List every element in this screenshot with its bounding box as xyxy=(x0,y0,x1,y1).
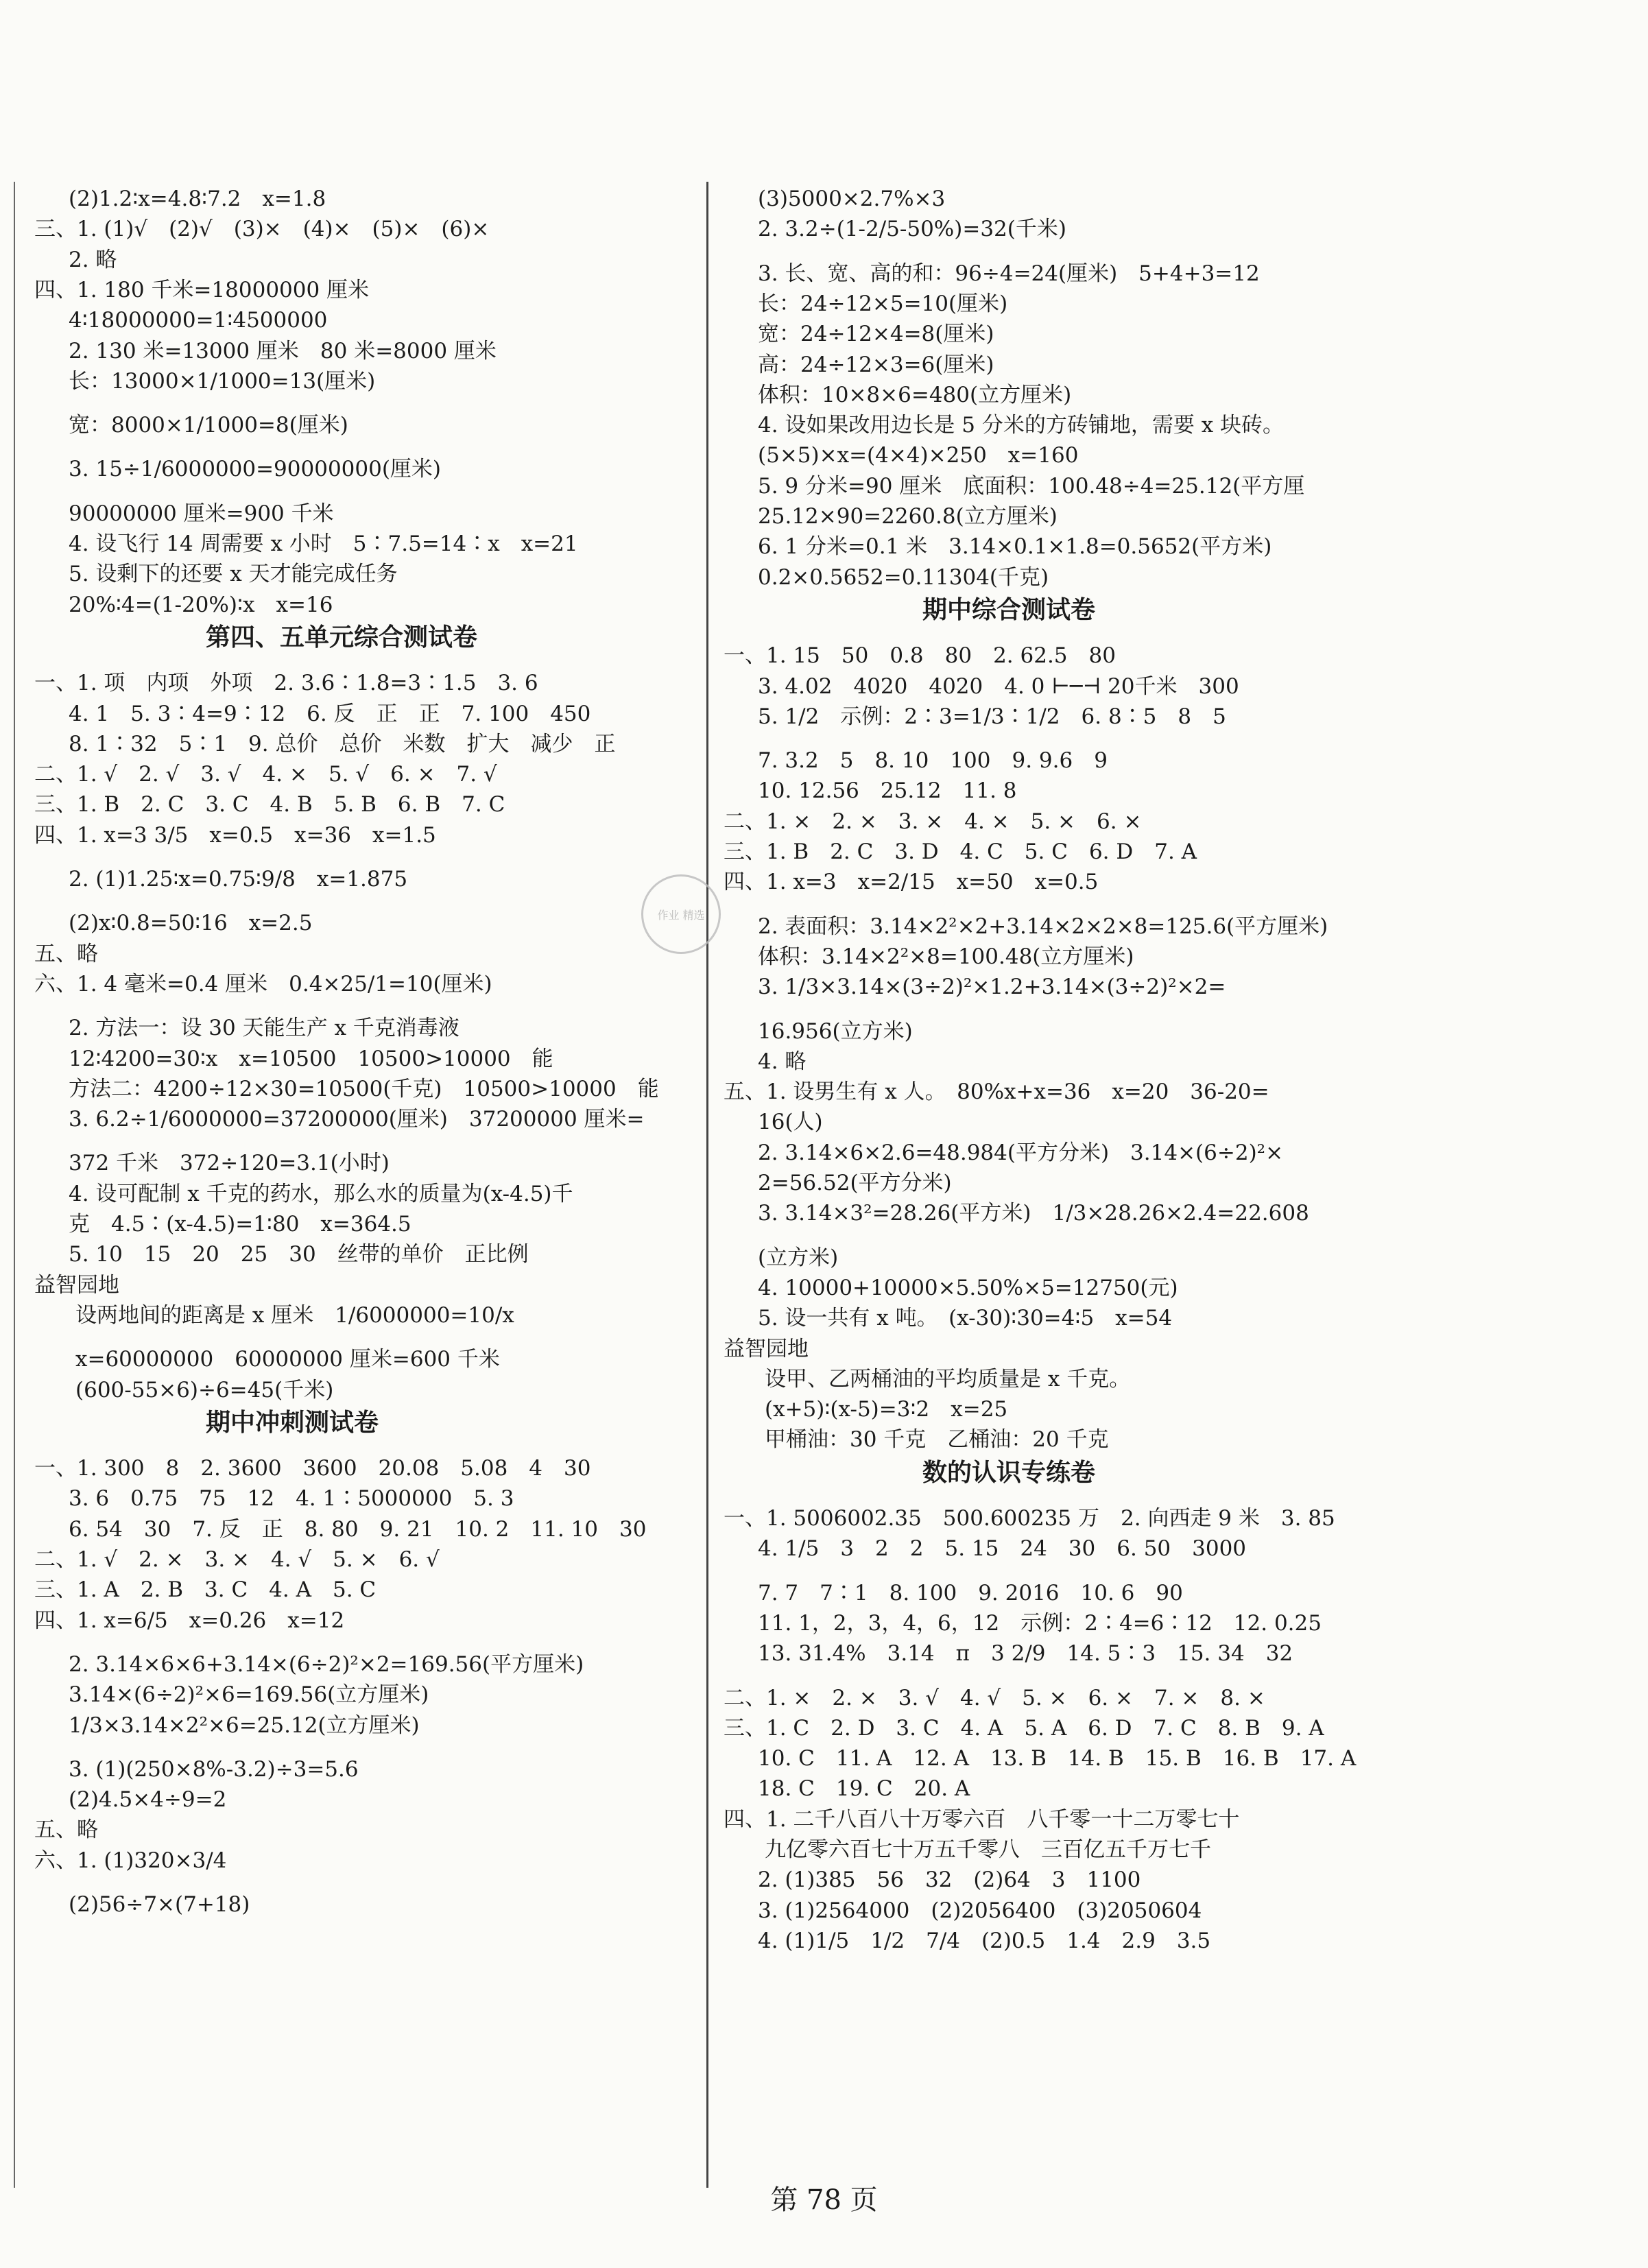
answer-line: 二、1. √ 2. × 3. × 4. √ 5. × 6. √ xyxy=(34,1547,440,1572)
answer-line: 九亿零六百七十万五千零八 三百亿五千万七千 xyxy=(765,1837,1211,1862)
answer-line: 3. 15÷1/6000000=90000000(厘米) xyxy=(69,457,442,482)
answer-line: 2. (1)385 56 32 (2)64 3 1100 xyxy=(758,1867,1141,1893)
answer-line: 五、1. 设男生有 x 人。 80%x+x=36 x=20 36-20= xyxy=(724,1079,1269,1105)
answer-line: 二、1. × 2. × 3. √ 4. √ 5. × 6. × 7. × 8. × xyxy=(724,1685,1265,1710)
answer-line: 4. 略 xyxy=(758,1049,807,1074)
answer-line: 2. 略 xyxy=(69,247,117,272)
answer-line: 12∶4200=30∶x x=10500 10500>10000 能 xyxy=(69,1046,553,1071)
answer-line: 372 千米 372÷120=3.1(小时) xyxy=(69,1151,390,1176)
page-number: 第 78 页 xyxy=(770,2184,878,2216)
answer-line: 二、1. × 2. × 3. × 4. × 5. × 6. × xyxy=(724,809,1142,834)
answer-line: 体积：10×8×6=480(立方厘米) xyxy=(758,382,1072,407)
answer-line: 3.14×(6÷2)²×6=169.56(立方厘米) xyxy=(69,1682,429,1708)
left-margin-rule xyxy=(14,182,15,2188)
answer-line: 3. (1)2564000 (2)2056400 (3)2050604 xyxy=(758,1898,1202,1923)
answer-line: 一、1. 15 50 0.8 80 2. 62.5 80 xyxy=(724,643,1116,669)
answer-line: 90000000 厘米=900 千米 xyxy=(69,501,334,526)
answer-line: 13. 31.4% 3.14 π 3 2/9 14. 5∶3 15. 34 32 xyxy=(758,1641,1293,1667)
answer-line: 4. 1 5. 3∶4=9∶12 6. 反 正 正 7. 100 450 xyxy=(69,701,591,726)
answer-line: 11. 1，2，3，4，6，12 示例：2∶4=6∶12 12. 0.25 xyxy=(758,1610,1322,1636)
answer-line: 3. 6.2÷1/6000000=37200000(厘米) 37200000 厘米= xyxy=(69,1107,645,1132)
answer-line: (2)56÷7×(7+18) xyxy=(69,1892,250,1917)
answer-line: 三、1. C 2. D 3. C 4. A 5. A 6. D 7. C 8. B 9. A xyxy=(724,1715,1324,1741)
answer-line: 四、1. 二千八百八十万零六百 八千零一十二万零七十 xyxy=(724,1806,1240,1832)
answer-line: 高：24÷12×3=6(厘米) xyxy=(758,352,994,377)
answer-line: 一、1. 300 8 2. 3600 3600 20.08 5.08 4 30 xyxy=(34,1456,591,1481)
answer-line: 4∶18000000=1∶4500000 xyxy=(69,308,328,333)
answer-line: 8. 1∶32 5∶1 9. 总价 总价 米数 扩大 减少 正 xyxy=(69,731,616,756)
answer-line: (立方米) xyxy=(758,1245,839,1270)
answer-line: 25.12×90=2260.8(立方厘米) xyxy=(758,504,1058,529)
answer-line: 4. 设如果改用边长是 5 分米的方砖铺地，需要 x 块砖。 xyxy=(758,413,1285,438)
answer-line: 长：13000×1/1000=13(厘米) xyxy=(69,368,376,394)
section-title: 数的认识专练卷 xyxy=(922,1458,1096,1487)
answer-line: 长：24÷12×5=10(厘米) xyxy=(758,291,1008,316)
answer-line: 6. 54 30 7. 反 正 8. 80 9. 21 10. 2 11. 10 30 xyxy=(69,1516,647,1542)
answer-line: 2. (1)1.25∶x=0.75∶9/8 x=1.875 xyxy=(69,867,408,892)
answer-line: 4. 1/5 3 2 2 5. 15 24 30 6. 50 3000 xyxy=(758,1536,1247,1562)
answer-line: 7. 7 7∶1 8. 100 9. 2016 10. 6 90 xyxy=(758,1580,1183,1605)
section-title: 期中综合测试卷 xyxy=(922,595,1096,624)
answer-line: 4. 设飞行 14 周需要 x 小时 5∶7.5=14∶x x=21 xyxy=(69,532,578,556)
answer-line: 2. 130 米=13000 厘米 80 米=8000 厘米 xyxy=(69,338,497,363)
answer-line: 3. 4.02 4020 4020 4. 0 ⊢─⊣ 20千米 300 xyxy=(758,673,1239,699)
answer-line: 16.956(立方米) xyxy=(758,1018,913,1044)
answer-line: 10. C 11. A 12. A 13. B 14. B 15. B 16. B 17. A xyxy=(758,1746,1357,1771)
answer-line: 宽：24÷12×4=8(厘米) xyxy=(758,322,994,347)
answer-line: (3)5000×2.7%×3 xyxy=(758,187,946,211)
answer-line: 甲桶油：30 千克 乙桶油：20 千克 xyxy=(765,1427,1109,1453)
answer-line: 5. 设剩下的还要 x 天才能完成任务 xyxy=(69,562,398,587)
answer-line: 2. 表面积：3.14×2²×2+3.14×2×2×8=125.6(平方厘米) xyxy=(758,914,1328,939)
answer-line: 体积：3.14×2²×8=100.48(立方厘米) xyxy=(758,944,1134,969)
answer-line: 5. 1/2 示例：2∶3=1/3∶1/2 6. 8∶5 8 5 xyxy=(758,704,1226,729)
answer-line: 2. 3.14×6×6+3.14×(6÷2)²×2=169.56(平方厘米) xyxy=(69,1651,584,1677)
answer-line: 四、1. x=6/5 x=0.26 x=12 xyxy=(34,1608,345,1633)
answer-line: 3. 6 0.75 75 12 4. 1∶5000000 5. 3 xyxy=(69,1486,514,1512)
answer-line: 三、1. A 2. B 3. C 4. A 5. C xyxy=(34,1577,377,1603)
answer-line: 六、1. (1)320×3/4 xyxy=(34,1848,227,1873)
answer-line: (2)4.5×4÷9=2 xyxy=(69,1787,227,1813)
section-title: 第四、五单元综合测试卷 xyxy=(206,623,478,652)
answer-line: 20%∶4=(1-20%)∶x x=16 xyxy=(69,592,333,617)
section-title: 期中冲刺测试卷 xyxy=(206,1408,379,1437)
answer-line: 克 4.5∶(x-4.5)=1∶80 x=364.5 xyxy=(69,1212,411,1237)
answer-line: 设甲、乙两桶油的平均质量是 x 千克。 xyxy=(765,1366,1131,1392)
answer-line: 3. 3.14×3²=28.26(平方米) 1/3×28.26×2.4=22.608 xyxy=(758,1201,1309,1226)
answer-line: 三、1. (1)√ (2)√ (3)× (4)× (5)× (6)× xyxy=(34,217,490,242)
answer-line: 三、1. B 2. C 3. C 4. B 5. B 6. B 7. C xyxy=(34,792,505,817)
answer-line: 16(人) xyxy=(758,1110,823,1135)
answer-line: (x+5)∶(x-5)=3∶2 x=25 xyxy=(765,1397,1008,1422)
answer-line: 5. 10 15 20 25 30 丝带的单价 正比例 xyxy=(69,1242,529,1267)
answer-line: 4. 设可配制 x 千克的药水，那么水的质量为(x-4.5)千 xyxy=(69,1181,573,1206)
answer-line: 1/3×3.14×2²×6=25.12(立方厘米) xyxy=(69,1712,420,1738)
answer-line: (2)1.2∶x=4.8∶7.2 x=1.8 xyxy=(69,187,326,211)
answer-line: 二、1. √ 2. √ 3. √ 4. × 5. √ 6. × 7. √ xyxy=(34,762,497,787)
answer-line: 2=56.52(平方分米) xyxy=(758,1171,952,1195)
answer-line: 五、略 xyxy=(34,941,98,966)
answer-line: 一、1. 5006002.35 500.600235 万 2. 向西走 9 米 3. 85 xyxy=(724,1506,1335,1531)
answer-line: 四、1. x=3 3/5 x=0.5 x=36 x=1.5 xyxy=(34,822,436,848)
answer-line: 5. 设一共有 x 吨。 (x-30)∶30=4∶5 x=54 xyxy=(758,1306,1173,1331)
answer-line: 2. 3.14×6×2.6=48.984(平方分米) 3.14×(6÷2)²× xyxy=(758,1140,1284,1165)
answer-line: 3. 1/3×3.14×(3÷2)²×1.2+3.14×(3÷2)²×2= xyxy=(758,975,1226,1000)
answer-line: (600-55×6)÷6=45(千米) xyxy=(75,1377,334,1402)
answer-line: 益智园地 xyxy=(724,1336,809,1361)
answer-line: 三、1. B 2. C 3. D 4. C 5. C 6. D 7. A xyxy=(724,839,1197,864)
answer-line: 六、1. 4 毫米=0.4 厘米 0.4×25/1=10(厘米) xyxy=(34,971,492,996)
answer-line: 7. 3.2 5 8. 10 100 9. 9.6 9 xyxy=(758,748,1108,774)
answer-line: 五、略 xyxy=(34,1817,98,1843)
answer-line: x=60000000 60000000 厘米=600 千米 xyxy=(75,1347,500,1372)
answer-line: (5×5)×x=(4×4)×250 x=160 xyxy=(758,443,1079,468)
answer-line: 宽：8000×1/1000=8(厘米) xyxy=(69,413,348,438)
answer-line: 10. 12.56 25.12 11. 8 xyxy=(758,778,1017,804)
answer-line: 0.2×0.5652=0.11304(千克) xyxy=(758,564,1049,590)
answer-line: 2. 方法一：设 30 天能生产 x 千克消毒液 xyxy=(69,1016,459,1041)
column-divider xyxy=(706,182,708,2188)
answer-line: 5. 9 分米=90 厘米 底面积：100.48÷4=25.12(平方厘 xyxy=(758,473,1305,499)
answer-line: 4. 10000+10000×5.50%×5=12750(元) xyxy=(758,1275,1178,1300)
answer-line: 18. C 19. C 20. A xyxy=(758,1776,970,1802)
answer-line: 一、1. 项 内项 外项 2. 3.6∶1.8=3∶1.5 3. 6 xyxy=(34,671,538,696)
answer-line: 设两地间的距离是 x 厘米 1/6000000=10/x xyxy=(75,1302,514,1328)
answer-line: 4. (1)1/5 1/2 7/4 (2)0.5 1.4 2.9 3.5 xyxy=(758,1928,1211,1953)
answer-line: 益智园地 xyxy=(34,1272,119,1298)
answer-line: 方法二：4200÷12×30=10500(千克) 10500>10000 能 xyxy=(69,1076,659,1101)
answer-line: (2)x∶0.8=50∶16 x=2.5 xyxy=(69,911,313,936)
answer-line: 2. 3.2÷(1-2/5-50%)=32(千米) xyxy=(758,217,1066,242)
answer-line: 3. (1)(250×8%-3.2)÷3=5.6 xyxy=(69,1756,359,1782)
answer-line: 3. 长、宽、高的和：96÷4=24(厘米) 5+4+3=12 xyxy=(758,261,1260,286)
answer-line: 6. 1 分米=0.1 米 3.14×0.1×1.8=0.5652(平方米) xyxy=(758,534,1272,560)
answer-line: 四、1. x=3 x=2/15 x=50 x=0.5 xyxy=(724,870,1099,895)
watermark-stamp: 作业 精选 xyxy=(641,874,721,954)
answer-line: 四、1. 180 千米=18000000 厘米 xyxy=(34,277,370,302)
